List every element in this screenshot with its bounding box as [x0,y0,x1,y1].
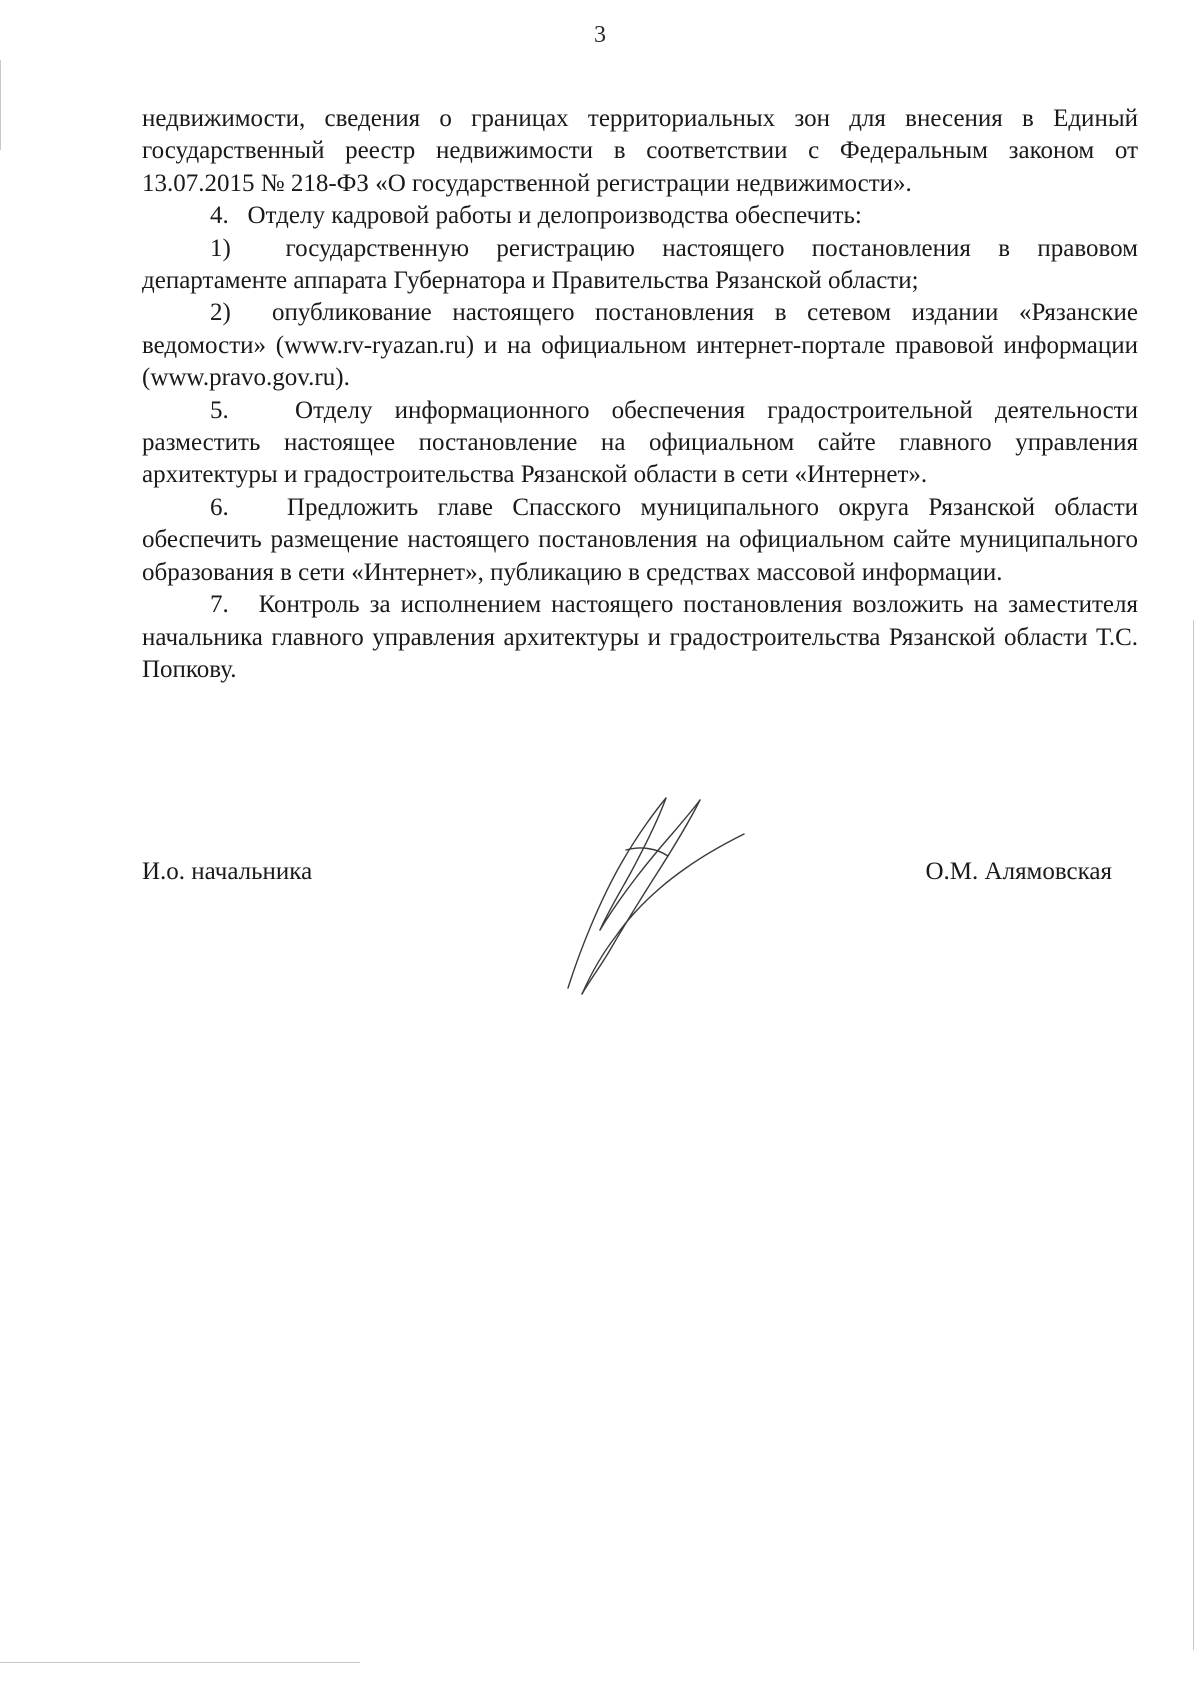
document-body [142,103,1138,686]
paragraph-item-4: 4. Отделу кадровой работы и делопроизводства обеспечить: [210,202,862,230]
scan-edge-mark-bottom [0,1662,360,1663]
paragraph-subitem-2: 2) опубликование настоящего постановления в сетевом издании «Рязанские ведомости» (www.rv-ryazan.ru) и на официальном интернет-портале правовой информации (www.pravo.gov.ru). [142,299,1138,392]
handwritten-signature [560,790,760,1000]
signatory-name: О.М. Алямовская [925,858,1112,885]
scan-edge-mark-right [1193,620,1194,1650]
paragraph-subitem-1: 1) государственную регистрацию настоящего постановления в правовом департаменте аппарата Губернатора и Правительства Рязанской области; [142,234,1138,295]
signatory-position: И.о. начальника [142,858,313,885]
paragraph-item-7: 7. Контроль за исполнением настоящего постановления возложить на заместителя начальника главного управления архитектуры и градостроительства Рязанской области Т.С. Попкову. [142,591,1138,683]
paragraph-item-5: 5. Отделу информационного обеспечения градостроительной деятельности разместить настоящее постановление на официальном сайте главного управления архитектуры и градостроительства Рязанской области в сети «Интернет». [142,396,1138,489]
paragraph-continuation: недвижимости, сведения о границах территориальных зон для внесения в Единый государственный реестр недвижимости в соответствии с Федеральным законом от 13.07.2015 № 218-ФЗ «О государственной регистрации недвижимости». [142,105,1138,197]
paragraph-item-6: 6. Предложить главе Спасского муниципального округа Рязанской области обеспечить размещение настоящего постановления на официальном сайте муниципального образования в сети «Интернет», публикацию в средствах массовой информации. [142,493,1138,586]
scan-edge-mark-left [0,60,1,150]
page-number: 3 [594,22,606,48]
